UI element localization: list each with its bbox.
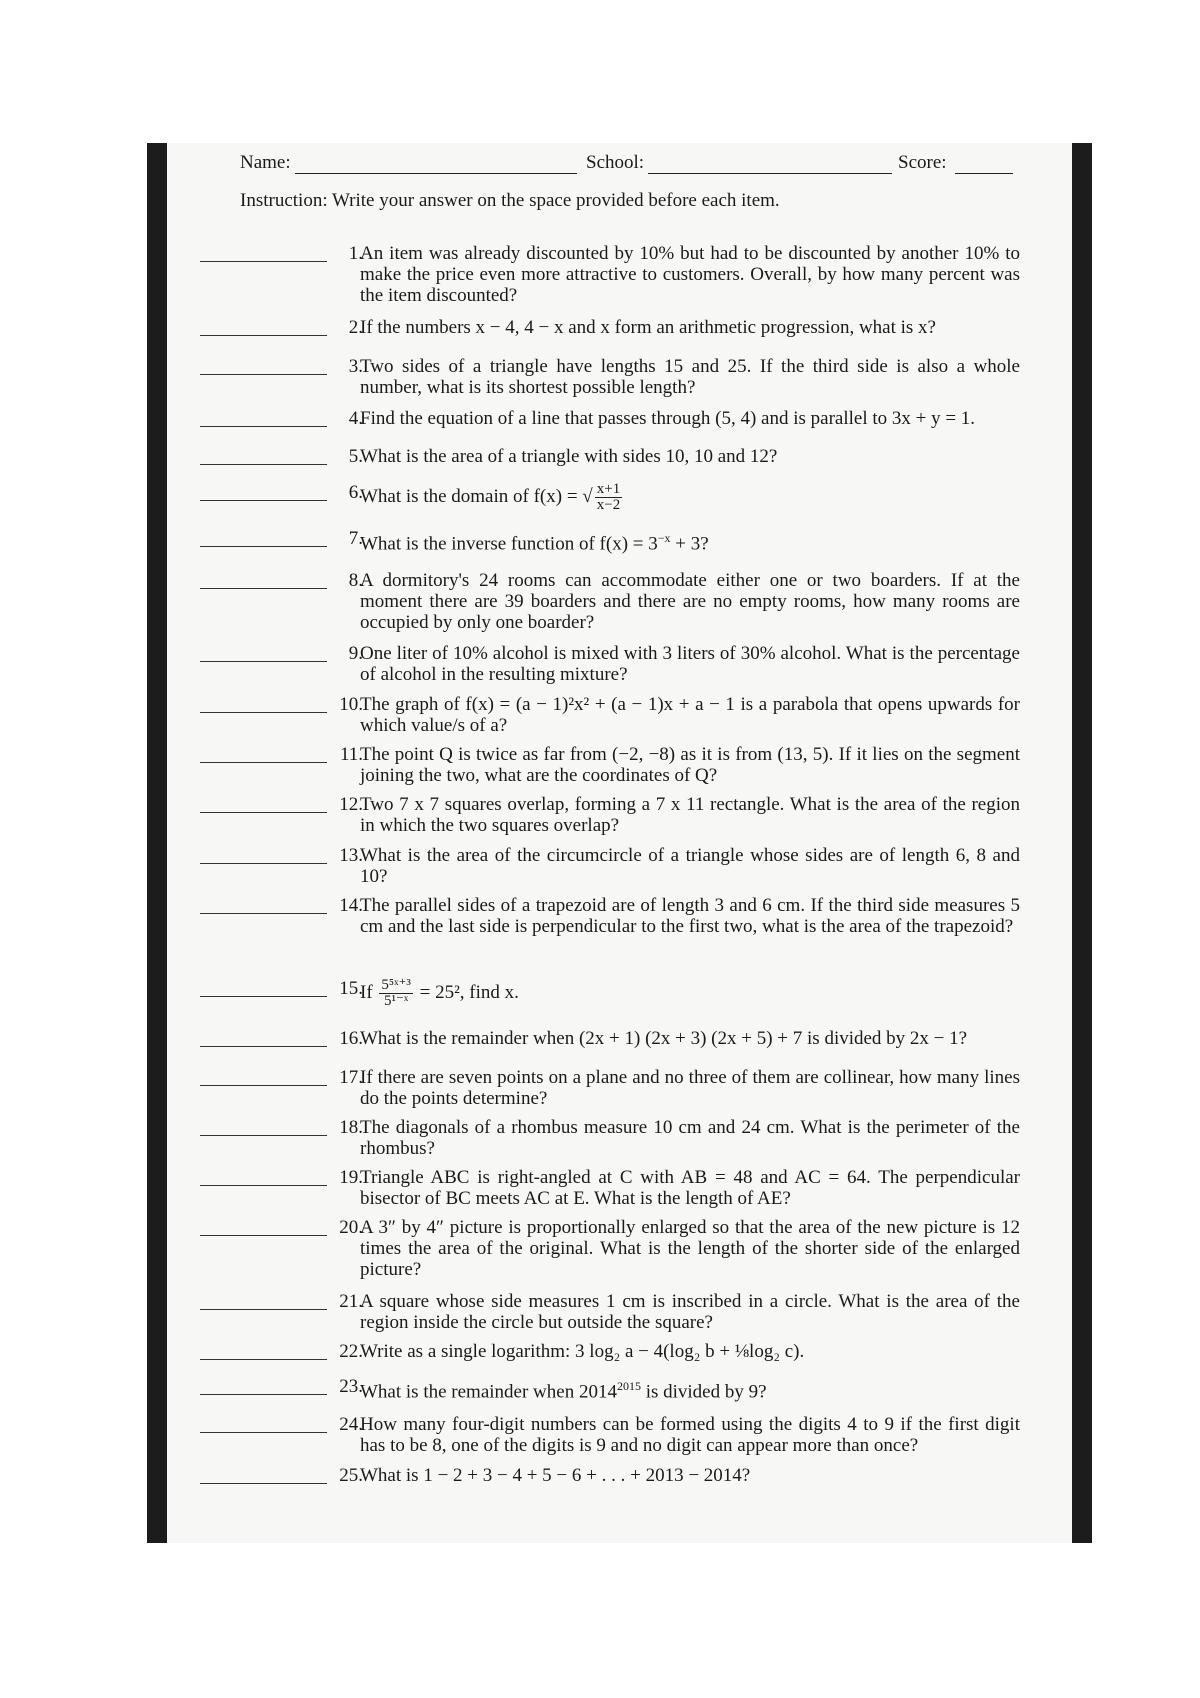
answer-blank[interactable] bbox=[200, 1309, 327, 1310]
question-number: 14. bbox=[339, 895, 363, 916]
answer-blank[interactable] bbox=[200, 500, 327, 501]
question-text bbox=[360, 482, 1020, 513]
answer-blank[interactable] bbox=[200, 1235, 327, 1236]
question-text: What is 1 − 2 + 3 − 4 + 5 − 6 + . . . + 2013 − 2014? bbox=[360, 1465, 751, 1486]
fraction-numerator: x+1 bbox=[596, 481, 621, 497]
answer-blank[interactable] bbox=[200, 661, 327, 662]
question-text: The graph of f(x) = (a − 1)²x² + (a − 1)x + a − 1 is a parabola that opens upwards for which value/s of a? bbox=[360, 694, 1020, 736]
score-label: Score: bbox=[898, 152, 947, 173]
question-number: 15. bbox=[339, 978, 363, 999]
question-text: What is the remainder when (2x + 1) (2x + 3) (2x + 5) + 7 is divided by 2x − 1? bbox=[360, 1028, 968, 1049]
question-number: 12. bbox=[339, 794, 363, 815]
question-number: 1. bbox=[348, 243, 363, 264]
question-text: The diagonals of a rhombus measure 10 cm and 24 cm. What is the perimeter of the rhombus? bbox=[360, 1117, 1020, 1159]
answer-blank[interactable] bbox=[200, 863, 327, 864]
answer-blank[interactable] bbox=[200, 1432, 327, 1433]
question-text-start: If bbox=[360, 981, 373, 1003]
question-text-start: What is the inverse function of f(x) = 3 bbox=[360, 533, 658, 555]
answer-blank[interactable] bbox=[200, 1185, 327, 1186]
question-text: Find the equation of a line that passes through (5, 4) and is parallel to 3x + y = 1. bbox=[360, 408, 976, 429]
fraction bbox=[379, 978, 412, 1009]
answer-blank[interactable] bbox=[200, 1483, 327, 1484]
scan-border-right bbox=[1072, 143, 1092, 1543]
question-text: A dormitory's 24 rooms can accommodate either one or two boarders. If at the moment there are 39 boarders and there are no empty rooms, how many rooms are occupied by only one boarder? bbox=[360, 570, 1020, 633]
question-number: 17. bbox=[339, 1067, 363, 1088]
answer-blank[interactable] bbox=[200, 1135, 327, 1136]
question-text-end: + 3? bbox=[670, 533, 709, 555]
answer-blank[interactable] bbox=[200, 762, 327, 763]
instructions: Instruction: Write your answer on the space provided before each item. bbox=[240, 190, 780, 211]
question-text-end: is divided by 9? bbox=[640, 1381, 767, 1403]
question-text: If the numbers x − 4, 4 − x and x form an arithmetic progression, what is x? bbox=[360, 317, 936, 338]
worksheet-page bbox=[167, 143, 1072, 1543]
question-number: 20. bbox=[339, 1217, 363, 1238]
school-label: School: bbox=[586, 152, 645, 173]
answer-blank[interactable] bbox=[200, 588, 327, 589]
name-label: Name: bbox=[240, 152, 291, 173]
question-text: A square whose side measures 1 cm is inscribed in a circle. What is the area of the region inside the circle but outside the square? bbox=[360, 1291, 1020, 1333]
question-text: A 3″ by 4″ picture is proportionally enlarged so that the area of the new picture is 12 times the area of the original. What is the length of the shorter side of the enlarged picture? bbox=[360, 1217, 1020, 1280]
question-text bbox=[360, 528, 1020, 554]
question-text-end: = 25², find x. bbox=[419, 981, 519, 1003]
exponent: −x bbox=[657, 531, 671, 545]
question-text: Triangle ABC is right-angled at C with AB = 48 and AC = 64. The perpendicular bisector of BC meets AC at E. What is the length of AE? bbox=[360, 1167, 1020, 1209]
question-number: 21. bbox=[339, 1291, 363, 1312]
question-text: The point Q is twice as far from (−2, −8) as it is from (13, 5). If it lies on the segment joining the two, what are the coordinates of Q? bbox=[360, 744, 1020, 786]
question-number: 13. bbox=[339, 845, 363, 866]
answer-blank[interactable] bbox=[200, 1394, 327, 1395]
score-field[interactable] bbox=[955, 173, 1013, 174]
answer-blank[interactable] bbox=[200, 913, 327, 914]
name-field[interactable] bbox=[295, 173, 577, 174]
question-number: 19. bbox=[339, 1167, 363, 1188]
answer-blank[interactable] bbox=[200, 374, 327, 375]
fraction-numerator: 5⁵ˣ⁺³ bbox=[381, 977, 411, 993]
question-number: 11. bbox=[339, 744, 363, 765]
answer-blank[interactable] bbox=[200, 1085, 327, 1086]
answer-blank[interactable] bbox=[200, 712, 327, 713]
question-number: 2. bbox=[348, 317, 363, 338]
question-text: What is the area of the circumcircle of a triangle whose sides are of length 6, 8 and 10? bbox=[360, 845, 1020, 887]
question-text-start: What is the remainder when 2014 bbox=[360, 1381, 617, 1403]
answer-blank[interactable] bbox=[200, 335, 327, 336]
answer-blank[interactable] bbox=[200, 546, 327, 547]
fraction-denominator: 5¹⁻ˣ bbox=[384, 993, 409, 1009]
scan-border-left bbox=[147, 143, 167, 1543]
question-number: 25. bbox=[339, 1465, 363, 1486]
answer-blank[interactable] bbox=[200, 464, 327, 465]
question-number: 23. bbox=[339, 1376, 363, 1397]
question-text: If there are seven points on a plane and no three of them are collinear, how many lines do the points determine? bbox=[360, 1067, 1020, 1109]
answer-blank[interactable] bbox=[200, 1359, 327, 1360]
question-number: 24. bbox=[339, 1414, 363, 1435]
answer-blank[interactable] bbox=[200, 812, 327, 813]
answer-blank[interactable] bbox=[200, 261, 327, 262]
question-number: 7. bbox=[348, 528, 363, 549]
question-text: One liter of 10% alcohol is mixed with 3 liters of 30% alcohol. What is the percentage of alcohol in the resulting mixture? bbox=[360, 643, 1020, 685]
fraction bbox=[595, 482, 622, 513]
question-number: 18. bbox=[339, 1117, 363, 1138]
question-text bbox=[360, 1376, 1020, 1402]
answer-blank[interactable] bbox=[200, 1046, 327, 1047]
question-number: 10. bbox=[339, 694, 363, 715]
question-number: 6. bbox=[348, 482, 363, 503]
school-field[interactable] bbox=[648, 173, 892, 174]
question-text: Write as a single logarithm: 3 log₂ a − 4(log₂ b + ⅛log₂ c). bbox=[360, 1341, 805, 1362]
exponent: 2015 bbox=[616, 1379, 641, 1393]
question-number: 8. bbox=[348, 570, 363, 591]
fraction-denominator: x−2 bbox=[596, 497, 621, 513]
answer-blank[interactable] bbox=[200, 426, 327, 427]
question-number: 3. bbox=[348, 356, 363, 377]
question-number: 4. bbox=[348, 408, 363, 429]
question-text: How many four-digit numbers can be formed using the digits 4 to 9 if the first digit has to be 8, one of the digits is 9 and no digit can appear more than once? bbox=[360, 1414, 1020, 1456]
question-text: The parallel sides of a trapezoid are of length 3 and 6 cm. If the third side measures 5 cm and the last side is perpendicular to the first two, what is the area of the trapezoid? bbox=[360, 895, 1020, 937]
question-text: What is the area of a triangle with sides 10, 10 and 12? bbox=[360, 446, 778, 467]
question-text: Two 7 x 7 squares overlap, forming a 7 x 11 rectangle. What is the area of the region in which the two squares overlap? bbox=[360, 794, 1020, 836]
question-text: Two sides of a triangle have lengths 15 and 25. If the third side is also a whole number, what is its shortest possible length? bbox=[360, 356, 1020, 398]
question-number: 22. bbox=[339, 1341, 363, 1362]
question-text bbox=[360, 978, 1020, 1009]
question-number: 16. bbox=[339, 1028, 363, 1049]
question-text: An item was already discounted by 10% but had to be discounted by another 10% to make the price even more attractive to customers. Overall, by how many percent was the item discounted? bbox=[360, 243, 1020, 306]
question-number: 5. bbox=[348, 446, 363, 467]
question-text-start: What is the domain of f(x) = √ bbox=[360, 485, 593, 507]
answer-blank[interactable] bbox=[200, 996, 327, 997]
question-number: 9. bbox=[348, 643, 363, 664]
